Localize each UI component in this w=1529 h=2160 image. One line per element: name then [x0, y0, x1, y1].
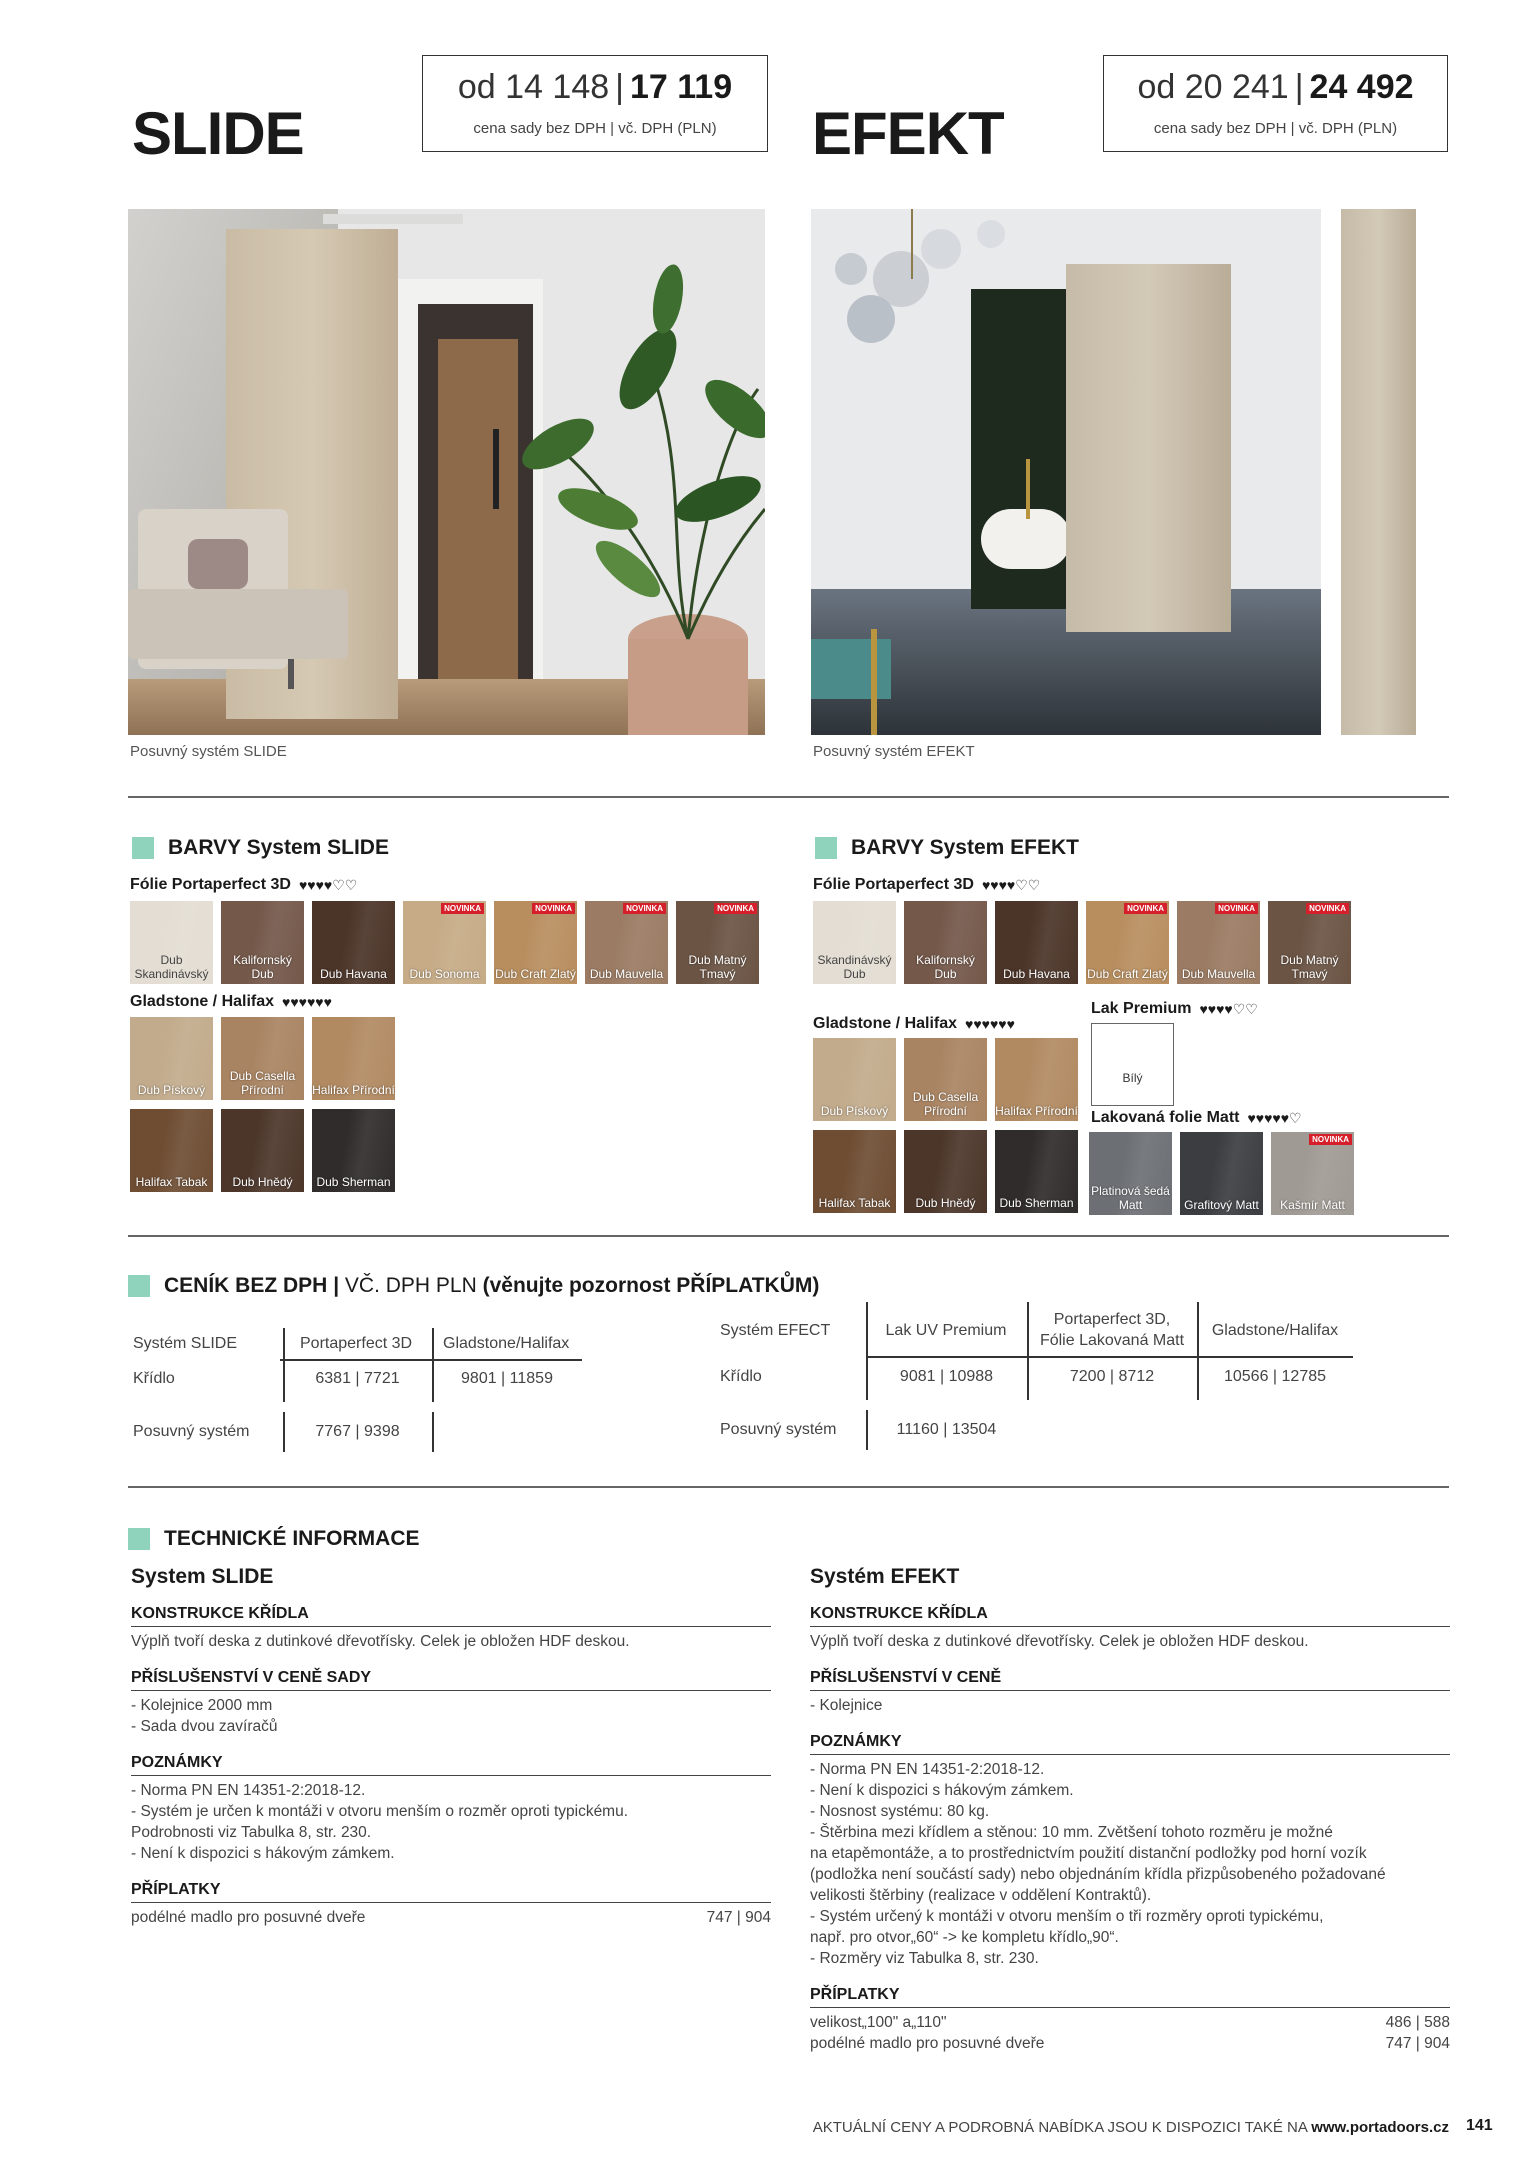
- tech-efekt-column: [810, 1565, 1450, 2054]
- efekt-folie-label: Fólie Portaperfect 3D ♥♥♥♥♡♡: [813, 876, 1041, 893]
- swatch-dub-sherman: [995, 1130, 1078, 1213]
- slide-table-rule: [280, 1359, 582, 1361]
- swatch-label: Halifax Tabak: [135, 1175, 208, 1189]
- tech-slide-column: [131, 1565, 771, 1928]
- tech-efekt-construction-text: Výplň tvoří deska z dutinkové dřevotřísky. Celek je obložen HDF deskou.: [810, 1633, 1309, 1650]
- slide-gladstone-label: Gladstone / Halifax ♥♥♥♥♥♥: [130, 993, 332, 1010]
- efekt-row-posuvny-label: Posuvný systém: [720, 1421, 837, 1438]
- slide-photo: [128, 209, 765, 735]
- slide-table-divider: [432, 1412, 434, 1452]
- surcharge-row: podélné madlo pro posuvné dveře 747 | 904: [131, 1909, 771, 1926]
- swatch-label: Dub Craft Zlatý: [495, 967, 576, 981]
- swatch-dub-piskovy: [130, 1017, 213, 1100]
- slide-colors-heading: BARVY System SLIDE: [132, 836, 389, 860]
- efekt-matt-label: Lakovaná folie Matt ♥♥♥♥♥♡: [1091, 1109, 1302, 1126]
- swatch-dub-sonoma: [403, 901, 486, 984]
- slide-caption: Posuvný systém SLIDE: [130, 743, 287, 760]
- rating-hearts-icon: ♥♥♥♥♡♡: [298, 876, 358, 893]
- slide-price-box: od 14 148 | 17 119 cena sady bez DPH | vč. DPH (PLN): [422, 55, 768, 152]
- efekt-table-header-system: Systém EFECT: [720, 1322, 831, 1339]
- tech-slide-surcharges: [131, 1907, 771, 1928]
- swatch-halifax-tabak: [813, 1130, 896, 1213]
- swatch-kalifornsky-dub: [904, 901, 987, 984]
- section-marker-icon: [815, 837, 837, 859]
- slide-folie-label: Fólie Portaperfect 3D ♥♥♥♥♡♡: [130, 876, 358, 893]
- swatch-halifax-prirodni: [312, 1017, 395, 1100]
- tech-slide-accessories-text: - Kolejnice 2000 mm - Sada dvou zavíračů: [131, 1697, 278, 1735]
- rating-hearts-icon: ♥♥♥♥♥♡: [1247, 1109, 1302, 1126]
- swatch-label: Dub Hnědý: [915, 1196, 976, 1210]
- swatch-label: Halifax Přírodní: [995, 1104, 1078, 1118]
- swatch-label: Kalifornský Dub: [233, 953, 292, 981]
- swatch-dub-craft-zlaty: [1086, 901, 1169, 984]
- swatch-label: Dub Sherman: [999, 1196, 1074, 1210]
- swatch-dub-skandinavsky: [130, 901, 213, 984]
- efekt-price-vat: 24 492: [1309, 68, 1414, 106]
- efekt-matt-swatches: [1089, 1132, 1369, 1218]
- tech-efekt-surcharges: [810, 2012, 1450, 2054]
- efekt-table-header-gladstone: Gladstone/Halifax: [1211, 1322, 1339, 1339]
- tech-slide-notes-head: POZNÁMKY: [131, 1754, 771, 1776]
- slide-row-kridlo-portaperfect: 6381 | 7721: [315, 1370, 400, 1387]
- swatch-label: Halifax Přírodní: [312, 1083, 395, 1097]
- efekt-row-kridlo-lak: 9081 | 10988: [899, 1368, 994, 1385]
- swatch-label: Dub Casella Přírodní: [912, 1090, 979, 1118]
- novinka-badge: NOVINKA: [1306, 903, 1349, 914]
- slide-folie-swatches: [130, 901, 770, 987]
- efekt-price-box: od 20 241 | 24 492 cena sady bez DPH | vč. DPH (PLN): [1103, 55, 1448, 152]
- swatch-label: Kalifornský Dub: [916, 953, 975, 981]
- novinka-badge: NOVINKA: [532, 903, 575, 914]
- swatch-label: Dub Sherman: [316, 1175, 391, 1189]
- slide-price-vat: 17 119: [629, 68, 733, 106]
- efekt-row-posuvny-lak: 11160 | 13504: [896, 1421, 997, 1438]
- swatch-label: Platinová šedá Matt: [1091, 1184, 1170, 1212]
- efekt-table-header-portaperfect: Portaperfect 3D, Fólie Lakovaná Matt: [1039, 1311, 1185, 1349]
- tech-heading: TECHNICKÉ INFORMACE: [128, 1527, 420, 1551]
- slide-row-kridlo-gladstone: 9801 | 11859: [461, 1370, 553, 1387]
- section-marker-icon: [128, 1275, 150, 1297]
- efekt-lak-label: Lak Premium ♥♥♥♥♡♡: [1091, 1000, 1258, 1017]
- tech-efekt-surcharges-head: PŘÍPLATKY: [810, 1986, 1450, 2008]
- swatch-label: Grafitový Matt: [1184, 1198, 1259, 1212]
- swatch-dub-piskovy: [813, 1038, 896, 1121]
- swatch-label: Dub Havana: [1003, 967, 1070, 981]
- swatch-dub-matny-tmavy: [676, 901, 759, 984]
- swatch-kalifornsky-dub: [221, 901, 304, 984]
- efekt-row-kridlo-portaperfect: 7200 | 8712: [1069, 1368, 1155, 1385]
- swatch-dub-mauvella: [1177, 901, 1260, 984]
- efekt-price-note: cena sady bez DPH | vč. DPH (PLN): [1153, 120, 1398, 137]
- rating-hearts-icon: ♥♥♥♥♥♥: [965, 1016, 1015, 1032]
- swatch-label: Dub Casella Přírodní: [229, 1069, 296, 1097]
- efekt-price-from: od 20 241: [1137, 68, 1289, 106]
- swatch-halifax-tabak: [130, 1109, 213, 1192]
- efekt-table-header-lak: Lak UV Premium: [885, 1322, 1007, 1339]
- swatch-kasmir-matt: [1271, 1132, 1354, 1215]
- tech-slide-surcharges-head: PŘÍPLATKY: [131, 1881, 771, 1903]
- slide-row-kridlo-label: Křídlo: [133, 1370, 175, 1387]
- efekt-colors-heading: BARVY System EFEKT: [815, 836, 1079, 860]
- swatch-dub-hnedy: [904, 1130, 987, 1213]
- swatch-skandinavsky-dub: [813, 901, 896, 984]
- efekt-photo: [811, 209, 1449, 735]
- slide-table-header-portaperfect: Portaperfect 3D: [300, 1335, 413, 1352]
- slide-table-divider: [432, 1328, 434, 1402]
- slide-table-header-system: Systém SLIDE: [133, 1335, 238, 1352]
- swatch-label: Dub Havana: [320, 967, 387, 981]
- page-number: 141: [1466, 2117, 1493, 2134]
- swatch-label: Dub Mauvella: [589, 967, 664, 981]
- swatch-dub-matny-tmavy: [1268, 901, 1351, 984]
- novinka-badge: NOVINKA: [1124, 903, 1167, 914]
- efekt-room-illustration: [811, 209, 1449, 735]
- slide-table-divider: [283, 1328, 285, 1402]
- swatch-halifax-prirodni: [995, 1038, 1078, 1121]
- rating-hearts-icon: ♥♥♥♥♥♥: [282, 994, 332, 1010]
- efekt-gladstone-swatches: [813, 1038, 1093, 1218]
- tech-efekt-notes-text: - Norma PN EN 14351-2:2018-12. - Není k dispozici s hákovým zámkem. - Nosnost systému: 80 kg. - Štěrbina mezi křídlem a stěnou: 10 mm. Zvětšení tohoto rozměru je možné na etapěmontáže, a to prostřednictvím použití distanční podložky pod horní vozík (podložka není součástí sady) nebo objednáním křídla přizpůsobeného požadované velikosti štěrbiny (realizace v oddělení Kontraktů). - Systém určený k montáži v otvoru menším o tři rozměry oproti typickému, např. pro otvor„60“ -> ke kompletu křídlo„90“. - Rozměry viz Tabulka 8, str. 230.: [810, 1761, 1386, 1967]
- swatch-label: Dub Matný Tmavý: [1280, 953, 1339, 981]
- swatch-label: Dub Craft Zlatý: [1087, 967, 1168, 981]
- tech-slide-title: System SLIDE: [131, 1565, 274, 1588]
- novinka-badge: NOVINKA: [623, 903, 666, 914]
- slide-room-illustration: [128, 209, 765, 735]
- efekt-folie-swatches: [813, 901, 1373, 987]
- tech-slide-notes-text: - Norma PN EN 14351-2:2018-12. - Systém je určen k montáži v otvoru menším o rozměr oproti typickému. Podrobnosti viz Tabulka 8, str. 230. - Není k dispozici s hákovým zámkem.: [131, 1782, 629, 1862]
- swatch-label: Dub Sonoma: [409, 967, 480, 981]
- swatch-dub-havana: [995, 901, 1078, 984]
- surcharge-row: velikost„100" a„110" 486 | 588: [810, 2014, 1450, 2031]
- slide-table-header-gladstone: Gladstone/Halifax: [443, 1335, 570, 1352]
- swatch-dub-craft-zlaty: [494, 901, 577, 984]
- tech-efekt-construction-head: KONSTRUKCE KŘÍDLA: [810, 1605, 1450, 1627]
- slide-price-note: cena sady bez DPH | vč. DPH (PLN): [473, 120, 717, 137]
- tech-slide-accessories-head: PŘÍSLUŠENSTVÍ V CENĚ SADY: [131, 1669, 771, 1691]
- swatch-label: Dub Pískový: [137, 1083, 206, 1097]
- tech-slide-construction-head: KONSTRUKCE KŘÍDLA: [131, 1605, 771, 1627]
- novinka-badge: NOVINKA: [714, 903, 757, 914]
- swatch-label: Dub Skandinávský: [134, 953, 209, 981]
- tech-efekt-title: Systém EFEKT: [810, 1565, 960, 1588]
- swatch-dub-sherman: [312, 1109, 395, 1192]
- swatch-label: Dub Hnědý: [232, 1175, 293, 1189]
- tech-efekt-notes-head: POZNÁMKY: [810, 1733, 1450, 1755]
- tech-efekt-accessories-text: - Kolejnice: [810, 1697, 883, 1714]
- divider-1: [128, 796, 1449, 798]
- swatch-label: Dub Pískový: [820, 1104, 889, 1118]
- novinka-badge: NOVINKA: [441, 903, 484, 914]
- footer-note: AKTUÁLNÍ CENY A PODROBNÁ NABÍDKA JSOU K DISPOZICI TAKÉ NA www.portadoors.cz: [812, 2119, 1449, 2136]
- section-marker-icon: [128, 1528, 150, 1550]
- swatch-dub-casella-prirodni: [221, 1017, 304, 1100]
- swatch-bily: Bílý: [1091, 1023, 1174, 1106]
- rating-hearts-icon: ♥♥♥♥♡♡: [1199, 1000, 1258, 1017]
- footer-url-link[interactable]: www.portadoors.cz: [1311, 2119, 1449, 2136]
- efekt-title: EFEKT: [812, 100, 1004, 167]
- swatch-dub-hnedy: [221, 1109, 304, 1192]
- swatch-dub-havana: [312, 901, 395, 984]
- efekt-row-kridlo-label: Křídlo: [720, 1368, 762, 1385]
- efekt-gladstone-label: Gladstone / Halifax ♥♥♥♥♥♥: [813, 1015, 1015, 1032]
- swatch-grafitovy-matt: [1180, 1132, 1263, 1215]
- slide-price-from: od 14 148: [457, 68, 610, 106]
- efekt-table-rule: [866, 1356, 1353, 1358]
- divider-2: [128, 1235, 1449, 1237]
- swatch-label: Dub Mauvella: [1181, 967, 1256, 981]
- swatch-label: Skandinávský Dub: [817, 953, 892, 981]
- tech-efekt-accessories-head: PŘÍSLUŠENSTVÍ V CENĚ: [810, 1669, 1450, 1691]
- pricelist-heading: CENÍK BEZ DPH | VČ. DPH PLN (věnujte pozornost PŘÍPLATKŮM): [128, 1274, 819, 1298]
- swatch-label: Dub Matný Tmavý: [688, 953, 747, 981]
- efekt-row-kridlo-gladstone: 10566 | 12785: [1223, 1368, 1327, 1385]
- swatch-label: Kašmír Matt: [1280, 1198, 1345, 1212]
- swatch-dub-mauvella: [585, 901, 668, 984]
- slide-row-posuvny-label: Posuvný systém: [133, 1423, 250, 1440]
- slide-title: SLIDE: [132, 100, 304, 167]
- rating-hearts-icon: ♥♥♥♥♡♡: [981, 876, 1041, 893]
- slide-gladstone-swatches: [130, 1017, 410, 1197]
- novinka-badge: NOVINKA: [1309, 1134, 1352, 1145]
- slide-row-posuvny-portaperfect: 7767 | 9398: [315, 1423, 400, 1440]
- surcharge-row: podélné madlo pro posuvné dveře 747 | 904: [810, 2035, 1450, 2052]
- swatch-platinova-seda-matt: [1089, 1132, 1172, 1215]
- divider-3: [128, 1486, 1449, 1488]
- novinka-badge: NOVINKA: [1215, 903, 1258, 914]
- tech-slide-construction-text: Výplň tvoří deska z dutinkové dřevotřísky. Celek je obložen HDF deskou.: [131, 1633, 630, 1650]
- section-marker-icon: [132, 837, 154, 859]
- efekt-caption: Posuvný systém EFEKT: [813, 743, 975, 760]
- swatch-label: Halifax Tabak: [818, 1196, 891, 1210]
- swatch-dub-casella-prirodni: [904, 1038, 987, 1121]
